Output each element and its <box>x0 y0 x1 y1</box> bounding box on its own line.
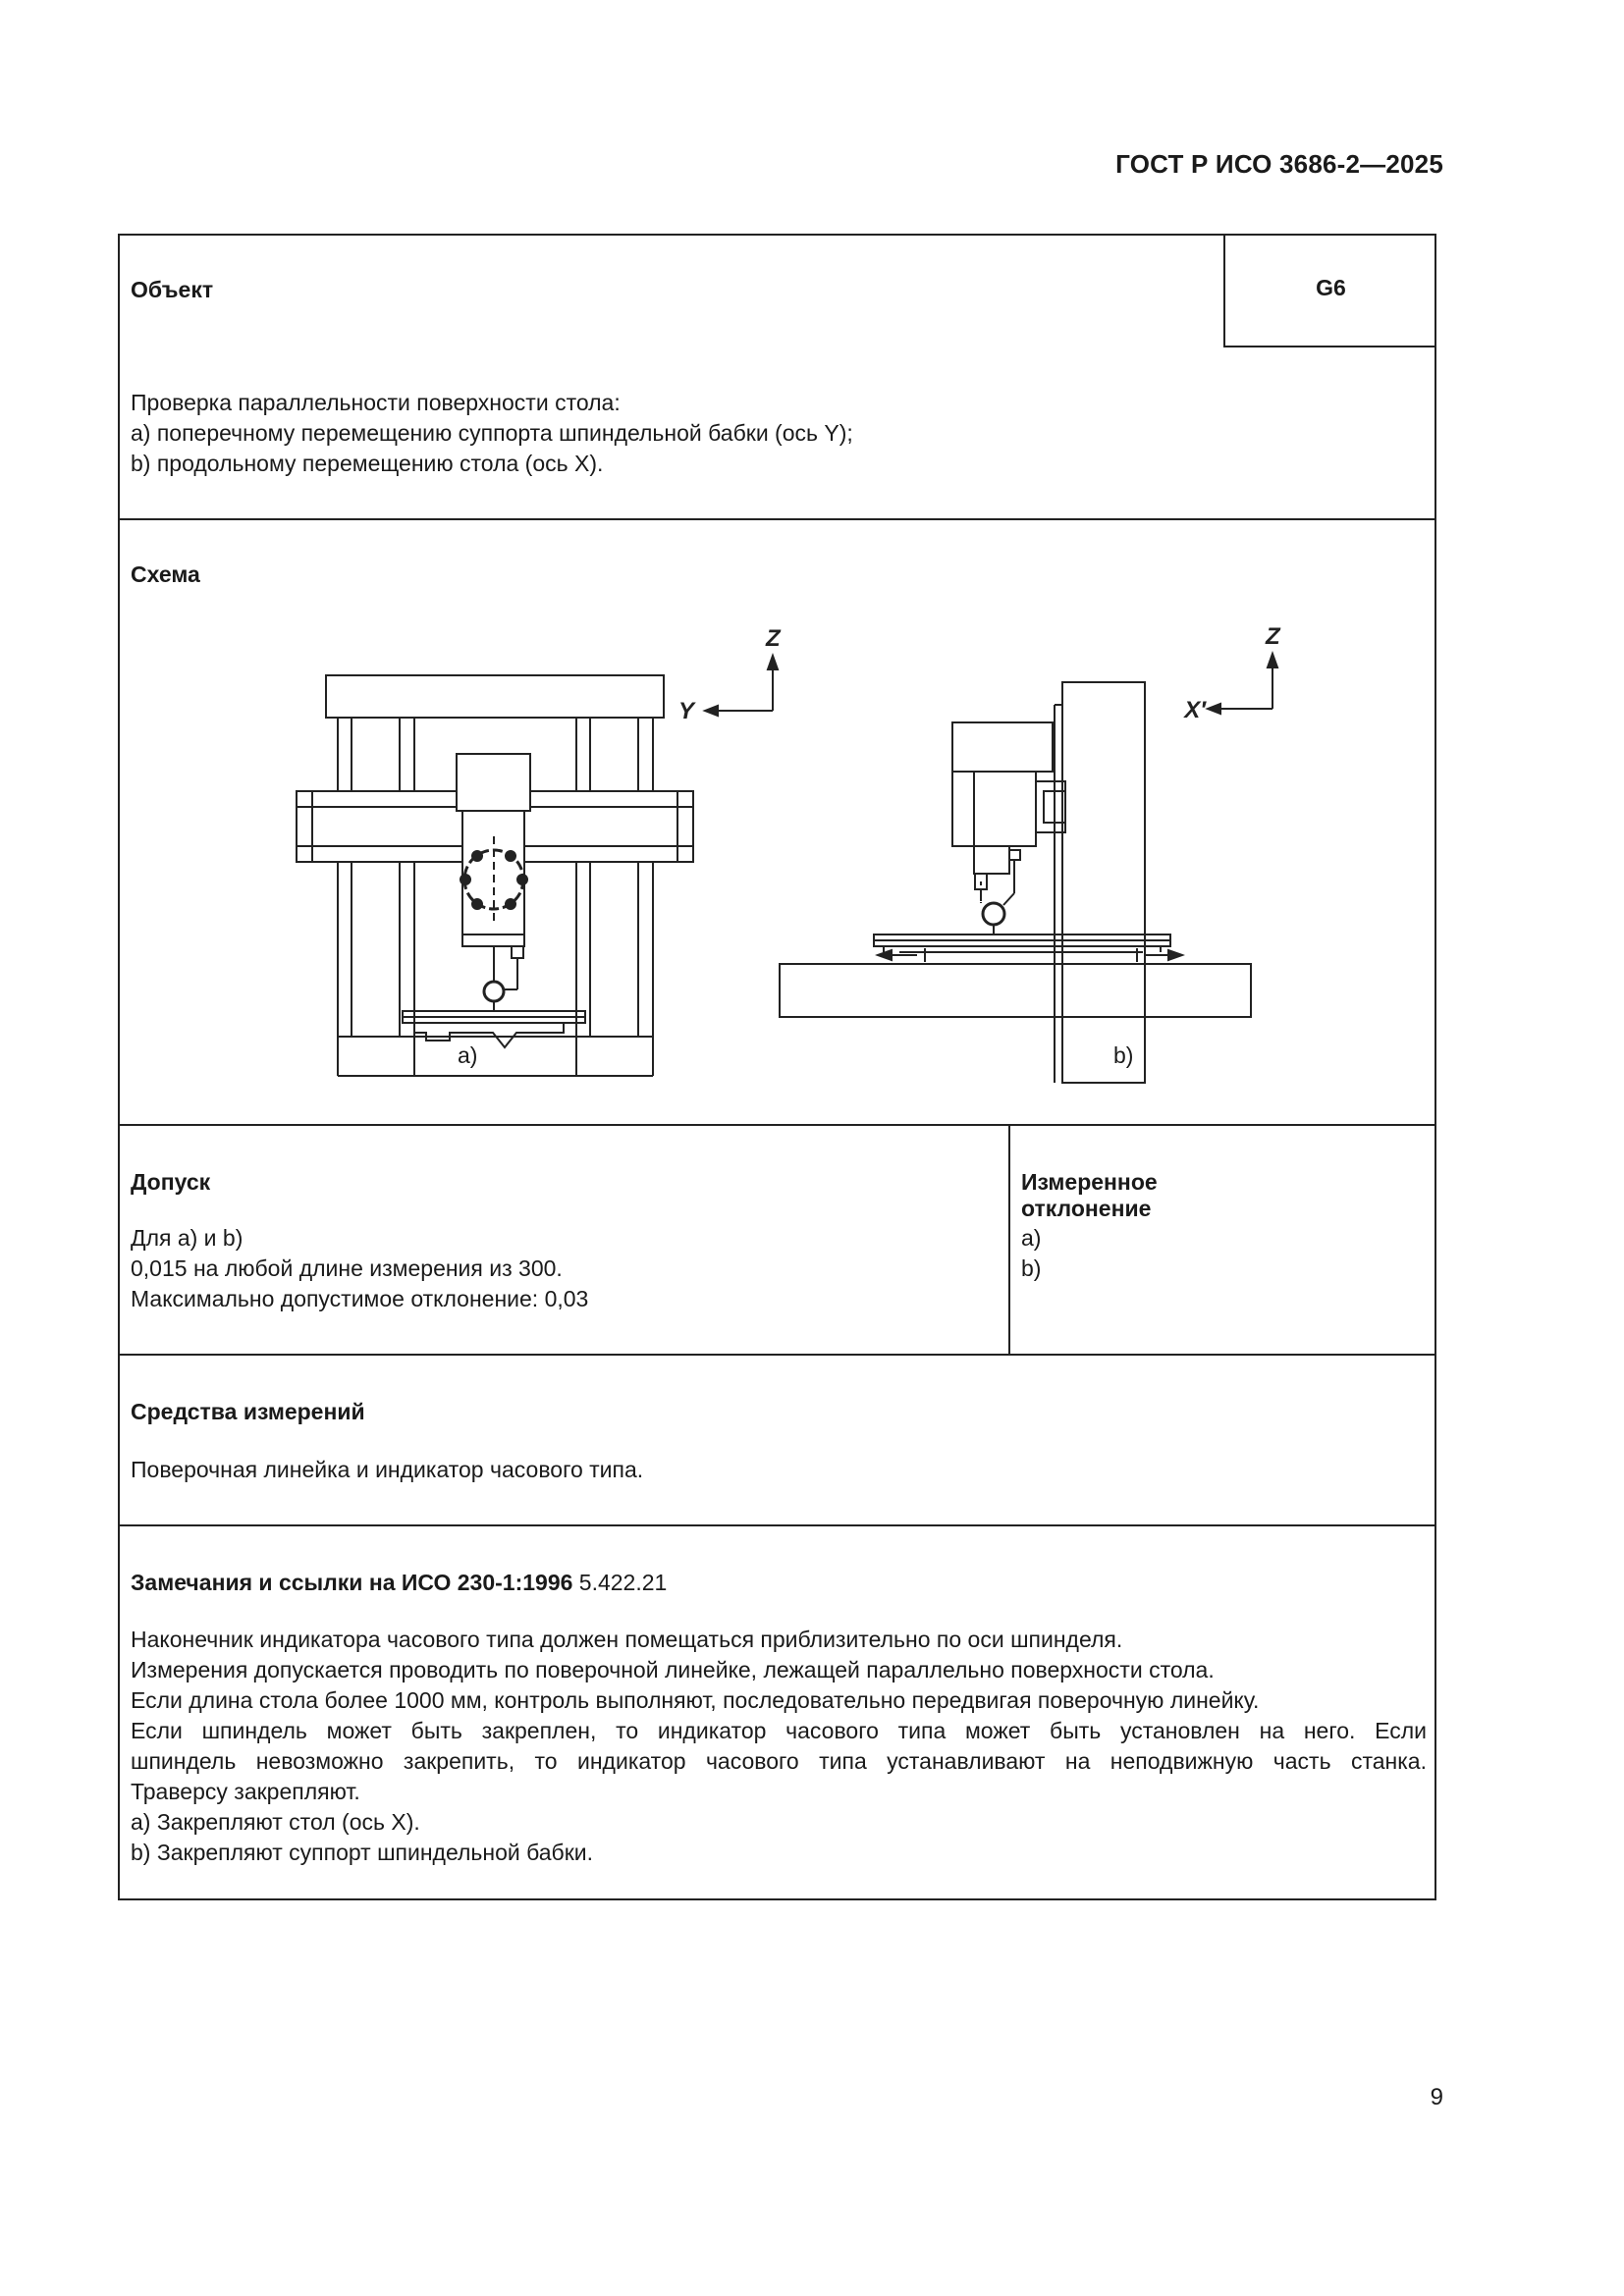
document-code: ГОСТ Р ИСО 3686-2—2025 <box>1115 149 1443 179</box>
measured-text <box>1021 1223 1041 1284</box>
scheme-title: Схема <box>131 561 200 587</box>
dial-indicator-icon <box>983 903 1004 925</box>
remarks-line: шпиндель невозможно закрепить, то индикатор часового типа устанавливают на неподвижную часть станка. <box>131 1748 1427 1774</box>
remarks-line: Траверсу закрепляют. <box>131 1779 360 1804</box>
remarks-title: Замечания и ссылки на ИСО 230-1:1996 <box>131 1570 573 1595</box>
object-text <box>131 388 853 479</box>
remarks-line: Если шпиндель может быть закреплен, то индикатор часового типа может быть установлен на него. Если <box>131 1718 1427 1743</box>
measured-column <box>1008 1126 1158 1354</box>
dial-indicator-icon <box>484 982 504 1001</box>
remarks-line: Измерения допускается проводить по поверочной линейке, лежащей параллельно поверхности стола. <box>131 1657 1215 1682</box>
measured-line: a) <box>1021 1225 1042 1251</box>
axis-label-z: Z <box>766 625 781 652</box>
page-number: 9 <box>1430 2084 1443 2110</box>
tolerance-section <box>120 1126 1435 1356</box>
measured-title: Измеренное отклонение <box>1021 1169 1158 1221</box>
remarks-line: b) Закрепляют суппорт шпиндельной бабки. <box>131 1840 594 1865</box>
axis-label-z: Z <box>1266 623 1280 650</box>
axis-label-x: X′ <box>1184 697 1206 723</box>
test-sheet <box>118 234 1436 1900</box>
figure-b-caption: b) <box>1113 1042 1134 1068</box>
instruments-text: Поверочная линейка и индикатор часового типа. <box>131 1457 644 1482</box>
instruments-title: Средства измерений <box>131 1399 365 1424</box>
tolerance-text <box>131 1223 588 1314</box>
remarks-line: Если длина стола более 1000 мм, контроль выполняют, последовательно передвигая поверочную линейку. <box>131 1687 1260 1713</box>
object-section <box>120 236 1435 520</box>
remarks-section <box>120 1526 1435 1900</box>
tolerance-line: 0,015 на любой длине измерения из 300. <box>131 1255 563 1281</box>
tolerance-line: Максимально допустимое отклонение: 0,03 <box>131 1286 589 1311</box>
axes-side <box>1208 654 1277 714</box>
figure-a-caption: a) <box>458 1042 478 1068</box>
tolerance-line: Для a) и b) <box>131 1225 244 1251</box>
remarks-line: a) Закрепляют стол (ось X). <box>131 1809 420 1835</box>
object-line: a) поперечному перемещению суппорта шпиндельной бабки (ось Y); <box>131 420 853 446</box>
object-line: b) продольному перемещению стола (ось X). <box>131 451 604 476</box>
axis-label-y: Y <box>677 698 694 724</box>
instruments-section <box>120 1356 1435 1526</box>
object-line: Проверка параллельности поверхности стола: <box>131 390 621 415</box>
remarks-line: Наконечник индикатора часового типа должен помещаться приблизительно по оси шпинделя. <box>131 1627 1123 1652</box>
test-id-box <box>1223 234 1436 347</box>
remarks-title-row <box>131 1570 667 1596</box>
machine-side-view <box>780 682 1251 1083</box>
tolerance-title: Допуск <box>131 1169 211 1195</box>
measured-line: b) <box>1021 1255 1042 1281</box>
axes-front <box>705 656 778 716</box>
scheme-section <box>120 520 1435 1126</box>
remarks-text <box>131 1625 1427 1868</box>
remarks-reference: 5.422.21 <box>578 1570 668 1595</box>
object-title: Объект <box>131 277 214 302</box>
scheme-drawing <box>120 579 1396 1090</box>
machine-front-view <box>297 675 693 1076</box>
test-id: G6 <box>1316 275 1346 300</box>
